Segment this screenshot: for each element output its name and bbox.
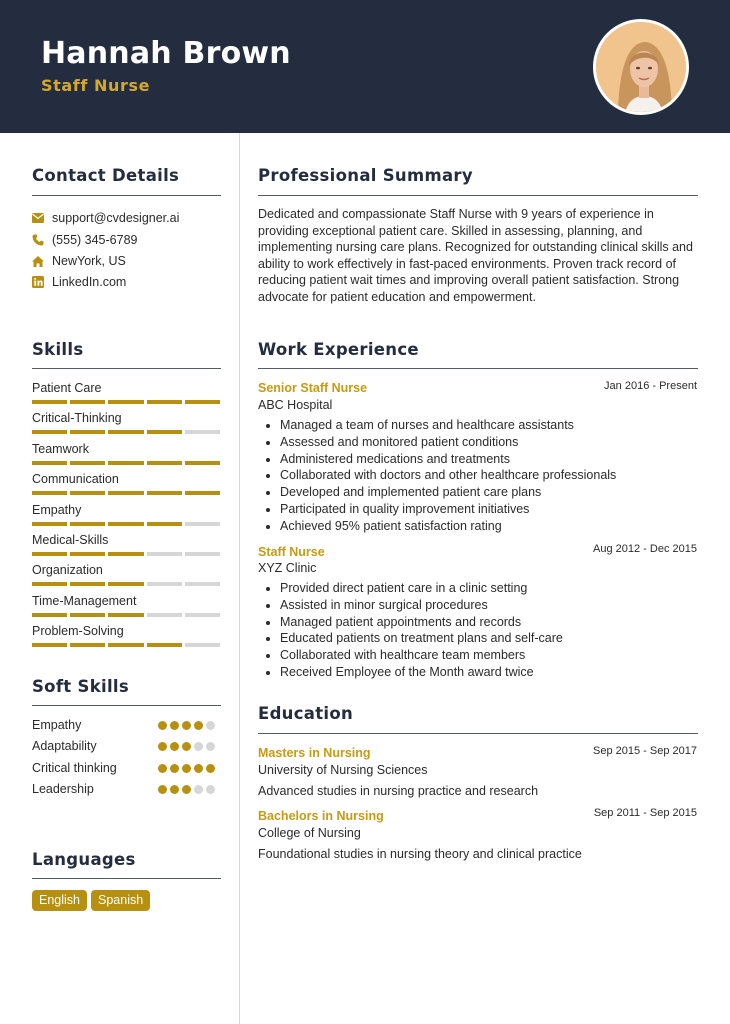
skill-bar-segment	[32, 430, 67, 434]
skill-bar-segment	[70, 491, 105, 495]
skill-bar-segment	[108, 522, 143, 526]
skill-name: Organization	[32, 563, 103, 578]
contact-linkedin-text: LinkedIn.com	[52, 275, 127, 289]
skill-bar-segment	[147, 461, 182, 465]
degree-description: Foundational studies in nursing theory and clinical practice	[258, 847, 582, 861]
skill-bar-segment	[147, 643, 182, 647]
skill-bar-segment	[185, 491, 220, 495]
skill-bar-segment	[32, 400, 67, 404]
degree-title: Masters in Nursing	[258, 746, 371, 760]
contact-phone-text: (555) 345-6789	[52, 233, 138, 247]
skill-bar-segment	[70, 522, 105, 526]
list-item: • Achieved 95% patient satisfaction rating	[280, 518, 700, 535]
skill-bar-segment	[108, 491, 143, 495]
rating-dot	[206, 742, 215, 751]
rating-dot	[194, 721, 203, 730]
phone-icon	[32, 234, 44, 246]
language-badge: Spanish	[91, 890, 150, 911]
rating-dot	[194, 764, 203, 773]
skill-bar-segment	[147, 522, 182, 526]
skill-bar-segment	[108, 582, 143, 586]
rating-dot	[182, 785, 191, 794]
rating-dot	[182, 764, 191, 773]
skill-bar-segment	[147, 491, 182, 495]
education-rule	[258, 733, 698, 734]
school-name: University of Nursing Sciences	[258, 763, 428, 777]
job-role: Staff Nurse	[258, 545, 325, 559]
education-heading: Education	[258, 704, 354, 723]
candidate-title: Staff Nurse	[41, 76, 151, 95]
rating-dot	[194, 785, 203, 794]
skill-bar-segment	[185, 400, 220, 404]
skill-bar-segment	[108, 430, 143, 434]
list-item: • Collaborated with doctors and other healthcare professionals	[280, 467, 700, 484]
summary-text: Dedicated and compassionate Staff Nurse with 9 years of experience in providing exceptional patient care. Skilled in assessing, planning, and implementing nursing care plans. Recognized for outstanding clinical skills and ability to work effectively in fast-paced environments. Proven track record of reducing patient wait times and improving overall patient satisfaction. Strong advocate for patient education and empowerment.	[258, 207, 693, 304]
list-item: • Received Employee of the Month award twice	[280, 664, 700, 681]
skill-level-bar	[32, 400, 220, 404]
skill-bar-segment	[70, 582, 105, 586]
list-item: • Collaborated with healthcare team members	[280, 647, 700, 664]
skill-level-bar	[32, 522, 220, 526]
degree-title: Bachelors in Nursing	[258, 809, 384, 823]
list-item: • Administered medications and treatments	[280, 451, 700, 468]
list-item: • Educated patients on treatment plans and self-care	[280, 630, 700, 647]
skills-heading: Skills	[32, 340, 84, 359]
rating-dot	[206, 785, 215, 794]
skill-name: Patient Care	[32, 381, 102, 395]
candidate-name: Hannah Brown	[41, 36, 291, 71]
skill-level-bar	[32, 491, 220, 495]
contact-heading: Contact Details	[32, 166, 180, 185]
experience-heading: Work Experience	[258, 340, 419, 359]
soft-skill-name: Empathy	[32, 718, 82, 732]
school-name: College of Nursing	[258, 826, 361, 840]
rating-dot	[194, 742, 203, 751]
portrait-icon	[596, 22, 689, 115]
skill-bar-segment	[147, 613, 182, 617]
contact-email-text: support@cvdesigner.ai	[52, 211, 180, 225]
linkedin-icon	[32, 276, 44, 288]
skill-bar-segment	[70, 461, 105, 465]
skill-bar-segment	[108, 461, 143, 465]
rating-dot	[158, 721, 167, 730]
list-item: • Developed and implemented patient care plans	[280, 484, 700, 501]
job-bullets	[280, 580, 700, 681]
home-icon	[32, 255, 44, 267]
skill-bar-segment	[147, 582, 182, 586]
soft-skill-rating	[158, 785, 215, 794]
soft-skill-rating	[158, 742, 215, 751]
skill-bar-segment	[32, 491, 67, 495]
skill-bar-segment	[185, 522, 220, 526]
skill-name: Critical-Thinking	[32, 411, 122, 426]
skill-level-bar	[32, 643, 220, 647]
skill-name: Time-Management	[32, 593, 137, 608]
skill-name: Empathy	[32, 502, 82, 517]
contact-location	[32, 252, 126, 270]
skill-bar-segment	[185, 552, 220, 556]
soft-skill-name: Adaptability	[32, 739, 97, 754]
summary-heading: Professional Summary	[258, 166, 473, 185]
skill-bar-segment	[108, 400, 143, 404]
skill-name: Medical-Skills	[32, 533, 109, 547]
skill-bar-segment	[185, 430, 220, 434]
skill-bar-segment	[32, 613, 67, 617]
contact-phone[interactable]	[32, 231, 137, 249]
skill-bar-segment	[147, 400, 182, 404]
skill-bar-segment	[108, 613, 143, 617]
skill-bar-segment	[32, 552, 67, 556]
contact-email[interactable]	[32, 209, 179, 227]
skill-bar-segment	[32, 522, 67, 526]
list-item: • Assisted in minor surgical procedures	[280, 597, 700, 614]
list-item: • Provided direct patient care in a clinic setting	[280, 580, 700, 597]
skill-name: Problem-Solving	[32, 624, 124, 639]
skill-level-bar	[32, 430, 220, 434]
skill-bar-segment	[32, 461, 67, 465]
job-dates: Jan 2016 - Present	[604, 380, 697, 392]
column-divider	[239, 133, 240, 1024]
rating-dot	[158, 764, 167, 773]
skill-bar-segment	[70, 430, 105, 434]
soft-skills-rule	[32, 705, 221, 706]
skill-level-bar	[32, 582, 220, 586]
job-bullets	[280, 417, 700, 535]
job-dates: Aug 2012 - Dec 2015	[593, 543, 697, 555]
profile-photo	[593, 19, 689, 115]
skill-level-bar	[32, 613, 220, 617]
skill-bar-segment	[108, 552, 143, 556]
rating-dot	[170, 742, 179, 751]
languages-rule	[32, 878, 221, 879]
soft-skills-heading: Soft Skills	[32, 677, 129, 696]
skill-bar-segment	[185, 613, 220, 617]
contact-rule	[32, 195, 221, 196]
skill-bar-segment	[108, 643, 143, 647]
skill-level-bar	[32, 552, 220, 556]
skill-bar-segment	[185, 643, 220, 647]
skills-rule	[32, 368, 221, 369]
skill-bar-segment	[70, 643, 105, 647]
skill-bar-segment	[185, 582, 220, 586]
skill-bar-segment	[32, 643, 67, 647]
rating-dot	[206, 721, 215, 730]
rating-dot	[170, 721, 179, 730]
skill-bar-segment	[70, 613, 105, 617]
skill-bar-segment	[70, 400, 105, 404]
degree-dates: Sep 2015 - Sep 2017	[593, 745, 697, 757]
job-role: Senior Staff Nurse	[258, 381, 368, 395]
degree-dates: Sep 2011 - Sep 2015	[593, 807, 697, 819]
rating-dot	[170, 785, 179, 794]
job-org: XYZ Clinic	[258, 561, 317, 575]
experience-rule	[258, 368, 698, 369]
contact-location-text: NewYork, US	[52, 254, 126, 268]
job-org: ABC Hospital	[258, 398, 333, 412]
resume-header	[0, 0, 730, 133]
skill-bar-segment	[32, 582, 67, 586]
soft-skill-rating	[158, 764, 215, 773]
list-item: • Participated in quality improvement initiatives	[280, 501, 700, 518]
rating-dot	[158, 742, 167, 751]
skill-bar-segment	[147, 552, 182, 556]
list-item: • Managed patient appointments and records	[280, 614, 700, 631]
skill-name: Communication	[32, 472, 119, 487]
rating-dot	[158, 785, 167, 794]
degree-description: Advanced studies in nursing practice and research	[258, 784, 539, 798]
language-badge: English	[32, 890, 87, 911]
summary-rule	[258, 195, 698, 196]
languages-heading: Languages	[32, 850, 136, 869]
contact-linkedin[interactable]	[32, 273, 126, 291]
rating-dot	[182, 721, 191, 730]
skill-level-bar	[32, 461, 220, 465]
skill-name: Teamwork	[32, 441, 89, 456]
rating-dot	[182, 742, 191, 751]
envelope-icon	[32, 212, 44, 224]
list-item: • Managed a team of nurses and healthcare assistants	[280, 417, 700, 434]
skill-bar-segment	[147, 430, 182, 434]
soft-skill-name: Leadership	[32, 781, 94, 796]
list-item: • Assessed and monitored patient conditions	[280, 434, 700, 451]
rating-dot	[170, 764, 179, 773]
rating-dot	[206, 764, 215, 773]
skill-bar-segment	[185, 461, 220, 465]
soft-skill-name: Critical thinking	[32, 760, 117, 775]
soft-skill-rating	[158, 721, 215, 730]
skill-bar-segment	[70, 552, 105, 556]
